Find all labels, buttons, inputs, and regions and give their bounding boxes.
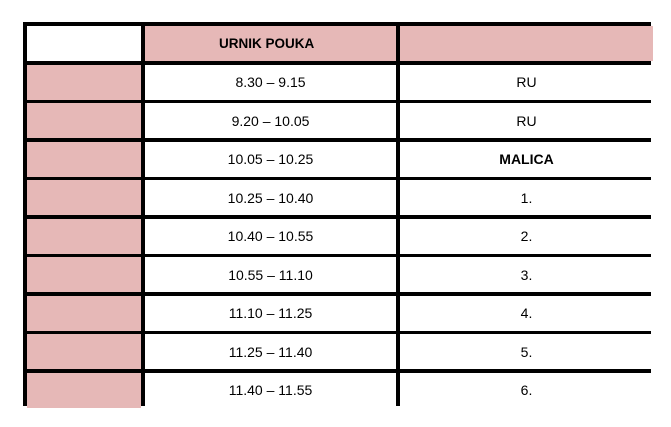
time-cell: 10.25 – 10.40 [145,180,396,215]
row-label [27,296,141,331]
row-label [27,180,141,215]
subject-cell: 6. [400,373,653,408]
subject-cell: 3. [400,257,653,292]
time-cell: 11.40 – 11.55 [145,373,396,408]
subject-cell: 2. [400,219,653,254]
subject-cell: 5. [400,334,653,369]
table-title: URNIK POUKA [145,26,396,61]
row-label [27,373,141,408]
time-cell: 9.20 – 10.05 [145,103,396,138]
time-cell: 11.10 – 11.25 [145,296,396,331]
subject-cell: RU [400,65,653,100]
header-right-cell [400,26,653,61]
time-cell: 8.30 – 9.15 [145,65,396,100]
corner-cell [27,26,141,61]
subject-cell: RU [400,103,653,138]
time-cell: 10.05 – 10.25 [145,142,396,177]
row-label [27,334,141,369]
row-label [27,103,141,138]
schedule-table [23,22,651,406]
time-cell: 10.40 – 10.55 [145,219,396,254]
row-label [27,65,141,100]
row-label [27,219,141,254]
time-cell: 10.55 – 11.10 [145,257,396,292]
subject-cell: 4. [400,296,653,331]
row-label [27,142,141,177]
row-label [27,257,141,292]
subject-cell: MALICA [400,142,653,177]
time-cell: 11.25 – 11.40 [145,334,396,369]
subject-cell: 1. [400,180,653,215]
